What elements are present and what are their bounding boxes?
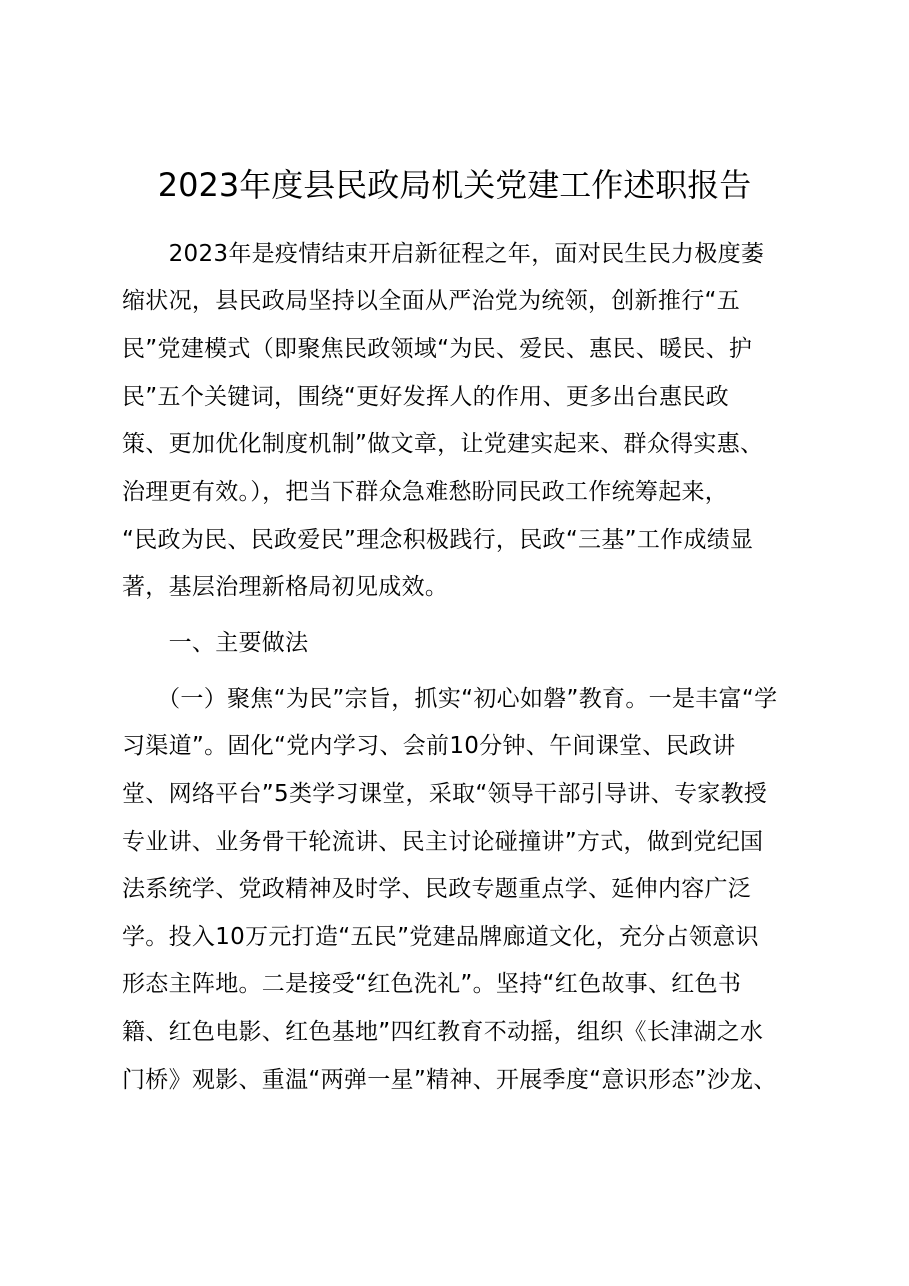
body-line: 习渠道”。固化“党内学习、会前10分钟、午间课堂、民政讲 xyxy=(122,733,736,759)
body-line: 形态主阵地。二是接受“红色洗礼”。坚持“红色故事、红色书 xyxy=(122,971,742,997)
body-line: “民政为民、民政爱民”理念积极践行，民政“三基”工作成绩显 xyxy=(122,527,754,553)
body-line: 民”五个关键词，围绕“更好发挥人的作用、更多出台惠民政 xyxy=(122,384,729,410)
body-line: 堂、网络平台”5类学习课堂，采取“领导干部引导讲、专家教授 xyxy=(122,781,768,807)
body-line: 缩状况，县民政局坚持以全面从严治党为统领，创新推行“五 xyxy=(122,288,741,314)
section-heading: 一、主要做法 xyxy=(122,630,309,656)
body-line: （一）聚焦“为民”宗旨，抓实“初心如磐”教育。一是丰富“学 xyxy=(122,686,778,712)
body-line: 策、更加优化制度机制”做文章，让党建实起来、群众得实惠、 xyxy=(122,431,764,457)
document-title: 2023年度县民政局机关党建工作述职报告 xyxy=(157,166,752,204)
body-line: 民”党建模式（即聚焦民政领域“为民、爱民、惠民、暖民、护 xyxy=(122,336,753,362)
body-line: 门桥》观影、重温“两弹一星”精神、开展季度“意识形态”沙龙、 xyxy=(122,1067,777,1093)
body-line: 专业讲、业务骨干轮流讲、民主讨论碰撞讲”方式，做到党纪国 xyxy=(122,829,764,855)
body-line: 法系统学、党政精神及时学、民政专题重点学、延伸内容广泛 xyxy=(122,876,752,902)
body-line: 著，基层治理新格局初见成效。 xyxy=(122,574,449,600)
body-line: 2023年是疫情结束开启新征程之年，面对民生民力极度萎 xyxy=(122,241,765,267)
body-line: 籍、红色电影、红色基地”四红教育不动摇，组织《长津湖之水 xyxy=(122,1019,764,1045)
body-line: 学。投入10万元打造“五民”党建品牌廊道文化，充分占领意识 xyxy=(122,924,759,950)
body-line: 治理更有效。），把当下群众急难愁盼同民政工作统筹起来， xyxy=(122,479,729,505)
